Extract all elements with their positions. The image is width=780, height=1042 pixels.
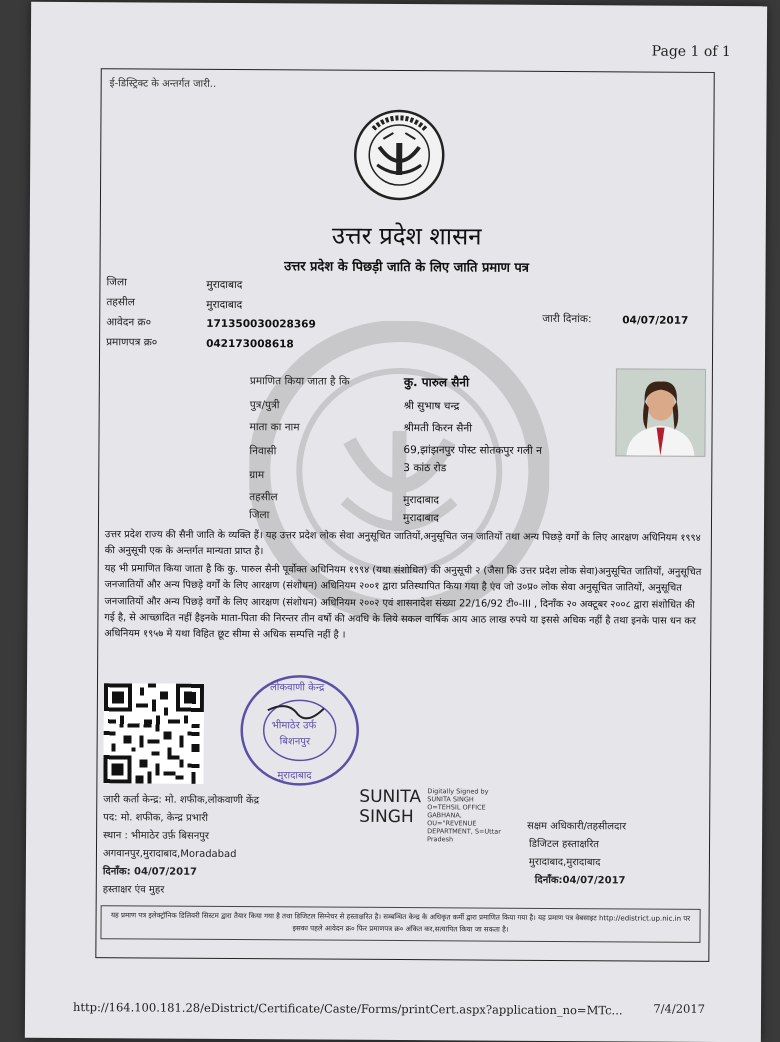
mother-name: श्रीमती किरन सैनी xyxy=(403,422,472,435)
certified-name: कु. पारुल सैनी xyxy=(403,375,470,390)
district-label: जिला xyxy=(106,276,127,289)
authority-location: मुरादाबाद,मुरादाबाद xyxy=(528,856,601,869)
footer-note: यह प्रमाण पत्र इलेक्ट्रॉनिक डिलिवरी सिस्टम द्वारा तैयार किया गया है तथा डिजिटल सिग्नेचर से हस्ताक्षरित है। सम्बन्धित केन्द्र के अधिकृत कर्मी द्वारा प्रमाणित किया गया है। यह प्रमाण पत्र वेबसाइट http://edistrict.up.nic.in पर इसका पहले आवेदन क्र० फिर प्रमाणपत्र क्र० अंकित कर,सत्यापित किया जा सकता है। xyxy=(100,905,700,943)
up-govt-emblem-icon xyxy=(353,109,446,202)
dsig-name-line1: SUNITA xyxy=(359,786,422,808)
tehsil-value: मुरादाबाद xyxy=(206,298,243,312)
mother-label: माता का नाम xyxy=(249,421,300,434)
resident-label: निवासी xyxy=(249,445,277,458)
resident-address-line1: 69,झांझनपुर पोस्ट सोतकपुर गली न xyxy=(403,444,542,457)
authority-digitally-signed: डिजिटल हस्ताक्षरित xyxy=(528,838,600,851)
authority-date: दिनाँक:04/07/2017 xyxy=(534,874,626,887)
qr-code-icon xyxy=(103,683,204,784)
dsig-detail: Pradesh xyxy=(427,835,454,844)
center-seal-stamp-icon xyxy=(227,670,368,791)
certificate-paper xyxy=(25,2,767,1042)
signature-and-seal-label: हस्ताक्षर एंव मुहर xyxy=(102,884,165,896)
digital-signature-name xyxy=(359,787,421,827)
issued-under-text: ई-डिस्ट्रिक्ट के अन्तर्गत जारी.. xyxy=(109,78,217,90)
applicant-photo xyxy=(615,368,706,457)
village-label: ग्राम xyxy=(249,469,265,482)
authority-designation: सक्षम अधिकारी/तहसीलदार xyxy=(527,820,627,833)
son-daughter-label: पुत्र/पुत्री xyxy=(249,399,280,412)
certified-label: प्रमाणित किया जाता है कि xyxy=(249,375,350,388)
seal-bottom-text: मुरादाबाद xyxy=(277,770,312,782)
issuing-center: जारी कर्ता केन्द्र: मो. शफीक,लोकवाणी केंद्र xyxy=(103,794,260,807)
income-paragraph: यह भी प्रमाणित किया जाता है कि कु. पारुल सैनी पूर्वोक्त अधिनियम १९९४ (यथा संशोधित) की अनुसूची २ (जैसा कि उत्तर प्रदेश लोक सेवा)अनुसूचित जातियों, अनुसूचित जनजातियों और अन्य पिछड़े वर्गों के लिए आरक्षण (संशोधन) अधिनियम २००१ द्वारा प्रतिस्थापित किया गया है एंव जो उ०प्र० लोक सेवा अनुसूचित जातियों, अनुसूचित जनजातियों और अन्य पिछड़े वर्गों के लिए आरक्षण (संशोधन) अधिनियम २००२ एवं शासनादेश संख्या 22/16/92 टी०-III , दिनाँक २० अक्टूबर २००८ द्वारा संशोधित की गई है, से आच्छादित नहीं हैइनके माता-पिता की निरन्तर तीन वर्षो की अवधि के लिये सकल वार्षिक आय आठ लाख रुपये या इससे अधिक नहीं है तथा इनके पास धन कर अधिनियम १९५७ मे यथा विहित छूट सीमा से अधिक सम्पत्ति नहीं है । xyxy=(104,563,702,641)
person-tehsil-value: मुरादाबाद xyxy=(403,494,440,507)
dsig-detail: DEPARTMENT, S=Uttar xyxy=(427,827,501,836)
dsig-detail: O=TEHSIL OFFICE xyxy=(427,803,486,812)
seal-top-text: लोकवाणी केन्द्र xyxy=(269,682,325,694)
resident-address-line2: 3 कांठ रोड xyxy=(403,462,447,475)
issuer-date: दिनाँक: 04/07/2017 xyxy=(102,866,198,878)
page-number: Page 1 of 1 xyxy=(651,43,731,61)
certificate-number-value: 042173008618 xyxy=(206,337,294,351)
caste-paragraph: उत्तर प्रदेश राज्य की सैनी जाति के व्यक्ति हैं। यह उत्तर प्रदेश लोक सेवा अनुसूचित जातियों,अनुसूचित जन जातियों तथा अन्य पिछड़े वर्गों के लिए आरक्षण अधिनियम १९९४ की अनुसूची एक के अन्तर्गत मान्यता प्राप्त है। xyxy=(104,529,701,558)
dsig-detail: GABHANA, xyxy=(427,811,462,820)
issue-date-value: 04/07/2017 xyxy=(622,314,689,327)
father-name: श्री सुभाष चन्द्र xyxy=(403,400,460,413)
application-number-label: आवेदन क्र० xyxy=(106,316,152,329)
seal-mid-text: भीमाठेर उर्फ xyxy=(271,720,317,732)
district-value: मुरादाबाद xyxy=(206,278,243,292)
tehsil-label: तहसील xyxy=(106,296,135,309)
dsig-detail: SUNITA SINGH xyxy=(427,795,474,804)
person-district-value: मुरादाबाद xyxy=(402,512,439,525)
person-photo-icon xyxy=(616,369,705,456)
person-district-label: जिला xyxy=(249,509,270,522)
issuer-post: पद: मो. शफीक, केन्द्र प्रभारी xyxy=(103,812,209,824)
certificate-number-label: प्रमाणपत्र क्र० xyxy=(106,336,158,349)
dsig-name-line2: SINGH xyxy=(359,806,414,828)
print-url: http://164.100.181.28/eDistrict/Certificate/Caste/Forms/printCert.aspx?application_no=MTc... xyxy=(72,1000,623,1018)
certificate-title: उत्तर प्रदेश के पिछड़ी जाति के लिए जाति प्रमाण पत्र xyxy=(284,259,530,276)
issuer-place: स्थान : भीमाठेर उर्फ़ बिसनपुर xyxy=(103,830,210,842)
print-date: 7/4/2017 xyxy=(653,1001,706,1016)
dsig-detail: Digitally Signed by xyxy=(427,787,489,796)
issue-date-label: जारी दिनांक: xyxy=(542,312,592,326)
digital-signature-details xyxy=(427,787,527,844)
application-number-value: 171350030028369 xyxy=(206,317,316,331)
issuer-address: अगवानपुर,मुरादाबाद,Moradabad xyxy=(102,848,237,861)
person-tehsil-label: तहसील xyxy=(249,491,278,504)
dsig-detail: OU="REVENUE xyxy=(427,819,477,828)
government-title: उत्तर प्रदेश शासन xyxy=(331,221,482,251)
certificate-frame xyxy=(95,68,714,962)
seal-mid-text-2: बिशनपुर xyxy=(279,736,311,748)
